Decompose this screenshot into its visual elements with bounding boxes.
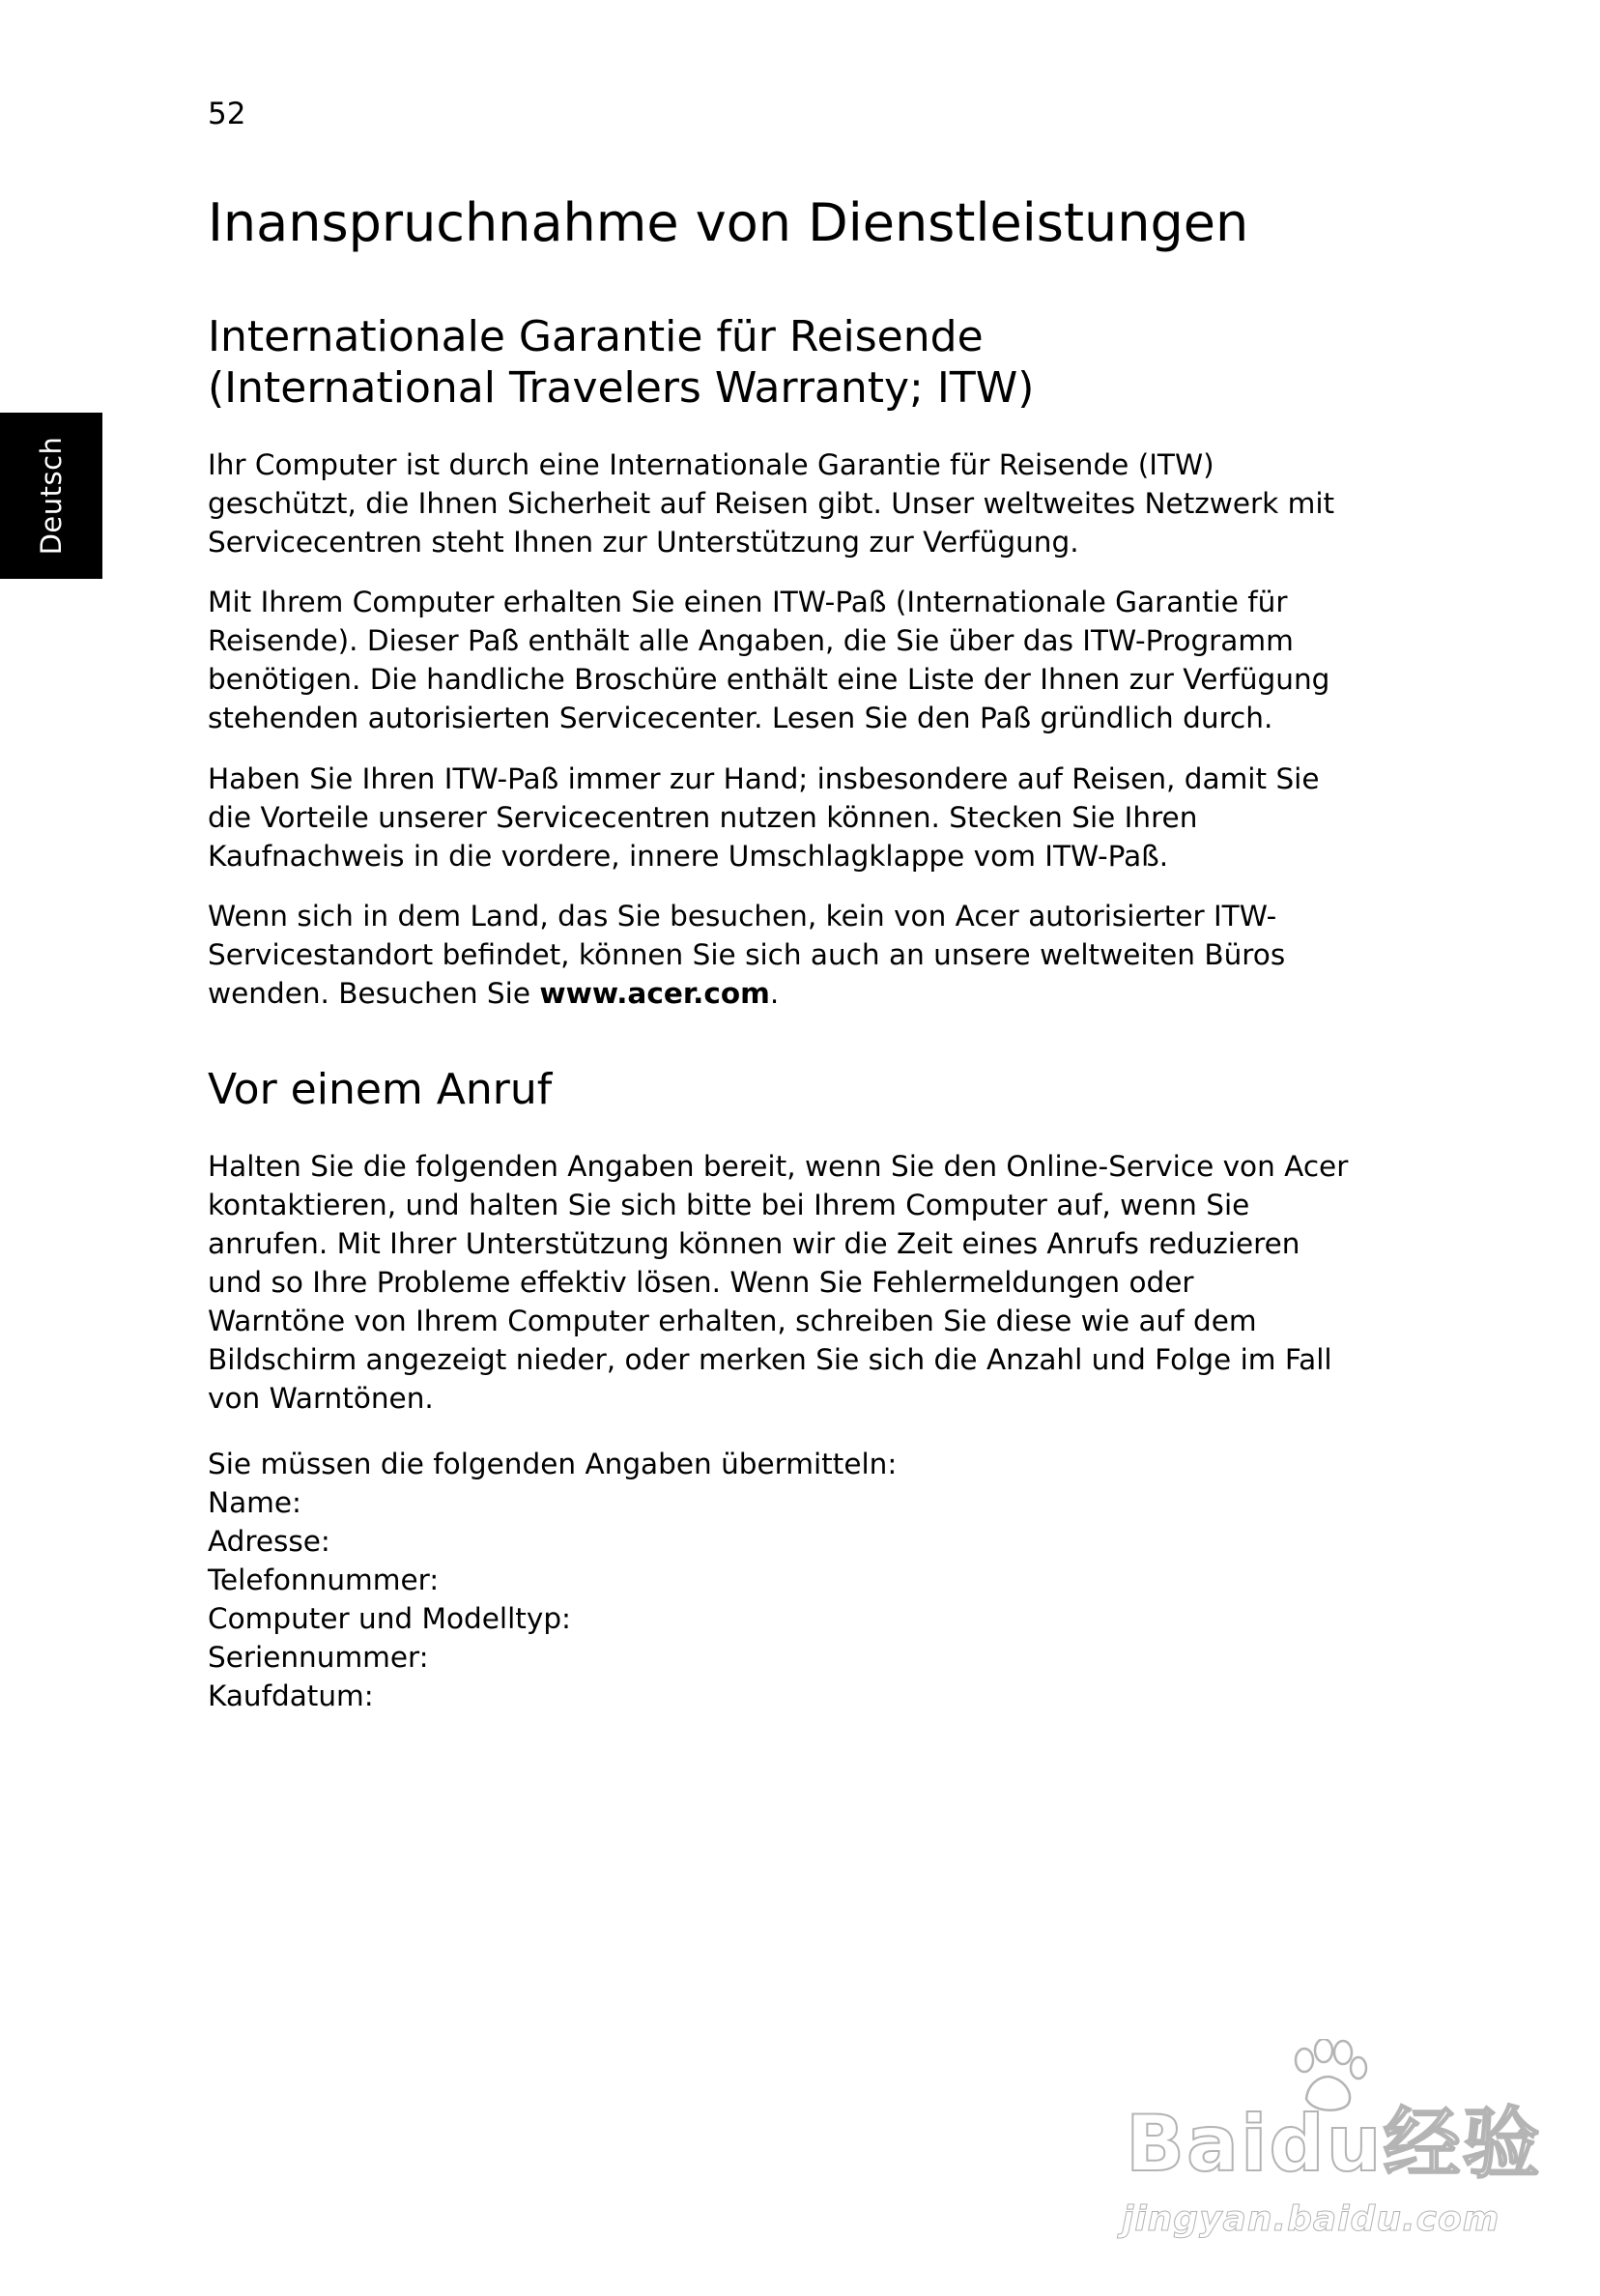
itw-paragraph-4-text: Wenn sich in dem Land, das Sie besuchen, kein von Acer autorisierter ITW- Servicestandort befindet, können Sie sich auch an unsere weltweiten Büros wenden. Besuchen Sie <box>208 900 1286 1010</box>
watermark-brand: Baidu经验 <box>1126 2099 1542 2189</box>
list-item: Name: <box>208 1486 301 1519</box>
side-tab-label: Deutsch <box>35 436 68 556</box>
itw-paragraph-1: Ihr Computer ist durch eine Internationale Garantie für Reisende (ITW) geschützt, die Ihnen Sicherheit auf Reisen gibt. Unser weltweites Netzwerk mit Servicecentren steht Ihnen zur Unterstützung zur Verfügung. <box>208 448 1335 559</box>
list-item: Adresse: <box>208 1525 330 1558</box>
list-item: Seriennummer: <box>208 1641 429 1674</box>
call-paragraph: Halten Sie die folgenden Angaben bereit, wenn Sie den Online-Service von Acer kontaktieren, und halten Sie sich bitte bei Ihrem Computer auf, wenn Sie anrufen. Mit Ihrer Unterstützung können wir die Zeit eines Anrufs reduzieren und so Ihre Probleme effektiv lösen. Wenn Sie Fehlermeldungen oder Warntöne von Ihrem Computer erhalten, schreiben Sie diese wie auf dem Bildschirm angezeigt nieder, oder merken Sie sich die Anzahl und Folge im Fall von Warntönen. <box>208 1150 1349 1415</box>
itw-heading-line2: (International Travelers Warranty; ITW) <box>208 363 1035 413</box>
call-heading: Vor einem Anruf <box>208 1065 553 1114</box>
itw-paragraph-4-end: . <box>769 977 780 1010</box>
itw-paragraph-2: Mit Ihrem Computer erhalten Sie einen ITW-Paß (Internationale Garantie für Reisende). Dieser Paß enthält alle Angaben, die Sie über das ITW-Programm benötigen. Die handliche Broschüre enthält eine Liste der Ihnen zur Verfügung stehenden autorisierten Servicecenter. Lesen Sie den Paß gründlich durch. <box>208 586 1330 734</box>
watermark-url: jingyan.baidu.com <box>1122 2199 1500 2239</box>
acer-website-link[interactable]: www.acer.com <box>539 977 770 1010</box>
list-item: Telefonnummer: <box>208 1564 440 1596</box>
list-item: Kaufdatum: <box>208 1679 374 1712</box>
language-side-tab <box>0 413 102 579</box>
required-info-list <box>208 1445 897 1715</box>
page-number: 52 <box>208 97 246 131</box>
list-intro: Sie müssen die folgenden Angaben übermitteln: <box>208 1448 898 1480</box>
page-title: Inanspruchnahme von Dienstleistungen <box>208 192 1249 253</box>
itw-heading-line1: Internationale Garantie für Reisende <box>208 312 984 361</box>
list-item: Computer und Modelltyp: <box>208 1602 571 1635</box>
itw-paragraph-3: Haben Sie Ihren ITW-Paß immer zur Hand; insbesondere auf Reisen, damit Sie die Vorteile unserer Servicecentren nutzen können. Stecken Sie Ihren Kaufnachweis in die vordere, innere Umschlagklappe vom ITW-Paß. <box>208 762 1320 873</box>
itw-paragraph-4 <box>208 897 1367 1013</box>
itw-heading <box>208 311 1034 414</box>
baidu-watermark <box>1116 2039 1542 2247</box>
